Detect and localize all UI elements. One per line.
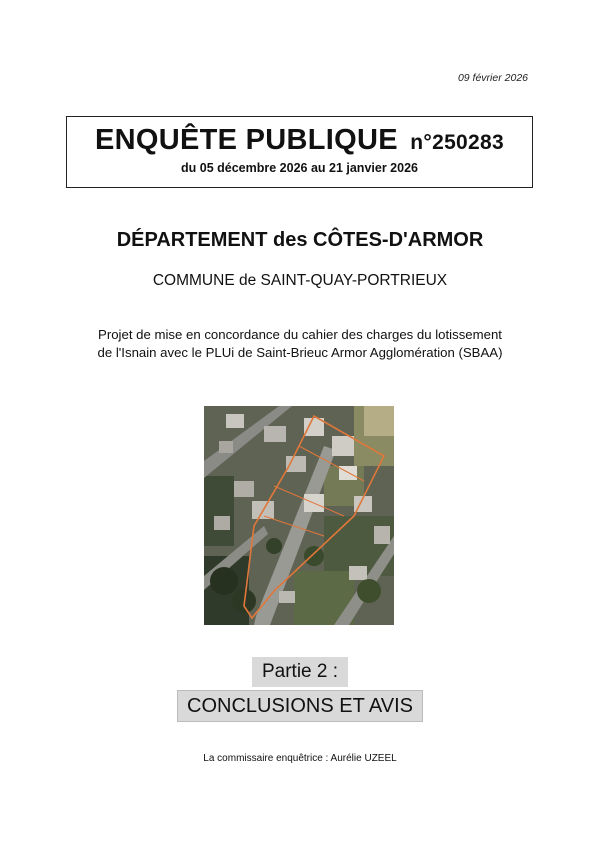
aerial-photo-svg <box>204 406 394 625</box>
project-line-1: Projet de mise en concordance du cahier des charges du lotissement <box>98 327 502 342</box>
aerial-photo <box>204 406 394 625</box>
title-box <box>66 116 533 188</box>
document-title <box>67 124 532 157</box>
title-text: ENQUÊTE PUBLIQUE <box>95 124 398 156</box>
document-date: 09 février 2026 <box>457 72 528 84</box>
inquiry-period: du 05 décembre 2026 au 21 janvier 2026 <box>181 161 418 175</box>
commissioner-signature-line: La commissaire enquêtrice : Aurélie UZEEL <box>203 753 397 764</box>
part-title: CONCLUSIONS ET AVIS <box>177 690 423 722</box>
department-heading: DÉPARTEMENT des CÔTES-D'ARMOR <box>116 229 484 251</box>
project-description <box>0 326 600 362</box>
part-number: Partie 2 : <box>252 657 348 687</box>
commune-heading: COMMUNE de SAINT-QUAY-PORTRIEUX <box>152 272 448 289</box>
inquiry-number: n°250283 <box>410 131 504 154</box>
project-line-2: de l'Isnain avec le PLUi de Saint-Brieuc Armor Agglomération (SBAA) <box>97 345 503 360</box>
